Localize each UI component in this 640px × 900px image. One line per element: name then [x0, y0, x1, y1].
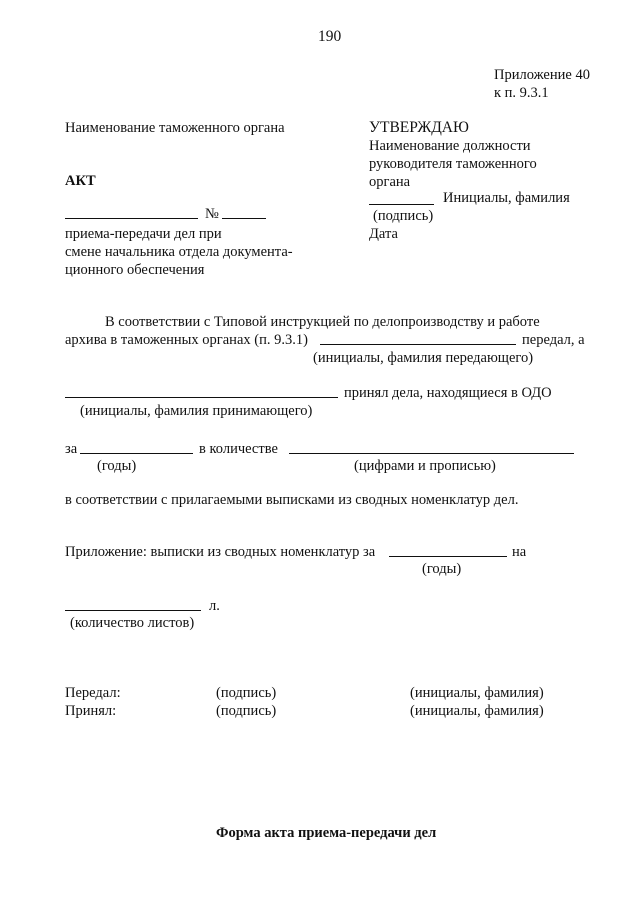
attachment-text: Приложение: выписки из сводных номенклатур за: [65, 544, 376, 560]
footer-caption: Форма акта приема-передачи дел: [216, 825, 437, 841]
act-date-line: [65, 218, 198, 219]
attachment-on-word: на: [512, 544, 527, 560]
act-title: АКТ: [65, 173, 96, 189]
act-subtitle-line-2: смене начальника отдела документа-: [65, 244, 293, 260]
for-word: за: [65, 441, 78, 457]
caption-years: (годы): [97, 458, 137, 474]
sheets-suffix: л.: [209, 598, 220, 614]
act-number-line: [222, 218, 266, 219]
act-subtitle-line-3: ционного обеспечения: [65, 262, 205, 278]
position-line-3: органа: [369, 174, 411, 190]
approver-initials: Инициалы, фамилия: [443, 190, 570, 206]
customs-organ-name: Наименование таможенного органа: [65, 120, 285, 136]
quantity-line: [289, 453, 574, 454]
caption-receiver: (инициалы, фамилия принимающего): [80, 403, 313, 419]
signature-row-2-signature: (подпись): [216, 703, 277, 719]
body-line-2: архива в таможенных органах (п. 9.3.1): [65, 332, 308, 348]
body-line-2-end: передал, а: [522, 332, 585, 348]
years-line: [80, 453, 193, 454]
receiver-name-line: [65, 397, 338, 398]
body-line-1: В соответствии с Типовой инструкцией по делопроизводству и работе: [105, 314, 540, 330]
caption-giver: (инициалы, фамилия передающего): [313, 350, 534, 366]
per-extracts-text: в соответствии с прилагаемыми выписками из сводных номенклатур дел.: [65, 492, 519, 508]
page-number: 190: [318, 28, 342, 45]
caption-digits: (цифрами и прописью): [354, 458, 496, 474]
accepted-text: принял дела, находящиеся в ОДО: [344, 385, 552, 401]
giver-name-line: [320, 344, 516, 345]
signature-row-2-role: Принял:: [65, 703, 117, 719]
quantity-word: в количестве: [199, 441, 278, 457]
sheets-count-line: [65, 610, 201, 611]
signature-row-1-role: Передал:: [65, 685, 121, 701]
attachment-caption-years: (годы): [422, 561, 462, 577]
signature-row-1-signature: (подпись): [216, 685, 277, 701]
act-subtitle-line-1: приема-передачи дел при: [65, 226, 222, 242]
approver-signature-caption: (подпись): [373, 208, 434, 224]
approve-date: Дата: [369, 226, 398, 242]
signature-row-1-initials: (инициалы, фамилия): [410, 685, 544, 701]
position-line-1: Наименование должности: [369, 138, 531, 154]
number-sign: №: [205, 206, 219, 222]
appendix-title: Приложение 40: [494, 67, 590, 83]
approver-signature-line: [369, 204, 434, 205]
position-line-2: руководителя таможенного: [369, 156, 537, 172]
approve-heading: УТВЕРЖДАЮ: [369, 119, 469, 136]
appendix-reference: к п. 9.3.1: [494, 85, 549, 101]
attachment-years-line: [389, 556, 507, 557]
signature-row-2-initials: (инициалы, фамилия): [410, 703, 544, 719]
caption-sheets: (количество листов): [70, 615, 195, 631]
